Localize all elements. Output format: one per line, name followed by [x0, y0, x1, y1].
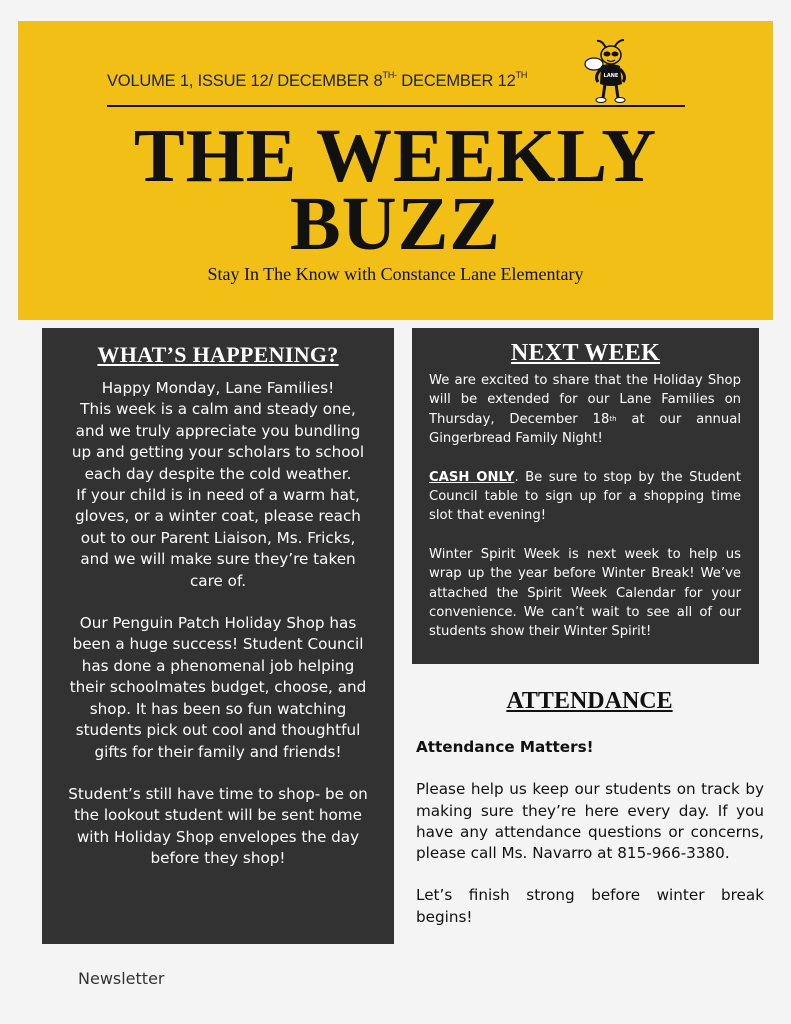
footer-label: Newsletter: [78, 969, 165, 988]
shop-reminder-paragraph: Student’s still have time to shop- be on the lookout student will be sent home with Holiday Shop envelopes the day before they shop!: [68, 784, 368, 868]
spirit-week-paragraph: Winter Spirit Week is next week to help us wrap up the year before Winter Break! We’ve attached the Spirit Week Calendar for your convenience. We can’t wait to see all of our students show their Winter Spirit!: [429, 546, 741, 640]
attendance-heading: ATTENDANCE: [506, 688, 673, 714]
holiday-shop-paragraph: Our Penguin Patch Holiday Shop has been a huge success! Student Council has done a phenomenal job helping their schoolmates budget, choose, and shop. It has been so fun watching students pick out cool and thoughtful gifts for their family and friends!: [69, 614, 367, 761]
attendance-paragraph: Please help us keep our students on track by making sure they’re here every day. If you have any attendance questions or concerns, please call Ms. Navarro at 815-966-3380.: [416, 780, 764, 863]
whats-happening-line: This week is a calm and steady one, and we truly appreciate you bundling up and getting your scholars to school each day despite the cold weather.: [71, 400, 365, 483]
next-week-section: [412, 328, 759, 664]
next-week-text: We are excited to share that the Holiday Shop will be extended for our Lane Families on Thursday, December 18: [429, 373, 741, 427]
issue-sup-end: TH: [515, 70, 528, 80]
newsletter-title-line1: THE WEEKLY: [133, 114, 658, 198]
next-week-body: [412, 371, 759, 642]
next-week-text: at our annual Gingerbread Family Night!: [429, 411, 742, 447]
attendance-subheading: Attendance Matters!: [416, 738, 594, 756]
whats-happening-greeting: Happy Monday, Lane Families!: [101, 379, 335, 397]
whats-happening-section: [42, 328, 394, 944]
attendance-body: [416, 737, 764, 928]
whats-happening-body: [42, 378, 394, 870]
mascot-label: LANE: [603, 73, 619, 79]
whats-happening-line: If your child is in need of a warm hat, gloves, or a winter coat, please reach out to our Parent Liaison, Ms. Fricks, and we will make sure they’re taken care of.: [75, 486, 361, 590]
issue-text: VOLUME 1, ISSUE 12/ DECEMBER 8: [107, 72, 383, 90]
holiday-shop-extended-paragraph: [429, 371, 741, 449]
yellow-jacket-mascot-icon: [582, 38, 638, 104]
issue-info: [107, 72, 527, 91]
date-sup: th: [609, 414, 617, 423]
whats-happening-heading: WHAT’S HAPPENING?: [97, 342, 339, 367]
newsletter-title-line2: BUZZ: [290, 182, 501, 266]
cash-only-label: CASH ONLY: [429, 469, 515, 485]
cash-only-paragraph: [429, 468, 741, 526]
issue-text-end: DECEMBER 12: [396, 72, 516, 90]
next-week-text: . Be sure to stop by the Student Council table to sign up for a shopping time slot that evening!: [429, 469, 741, 524]
tagline: Stay In The Know with Constance Lane Elementary: [207, 264, 584, 284]
attendance-closing: Let’s finish strong before winter break begins!: [416, 886, 764, 926]
header-rule: [107, 105, 685, 107]
next-week-heading: NEXT WEEK: [510, 340, 661, 366]
issue-sup: TH-: [382, 70, 397, 80]
